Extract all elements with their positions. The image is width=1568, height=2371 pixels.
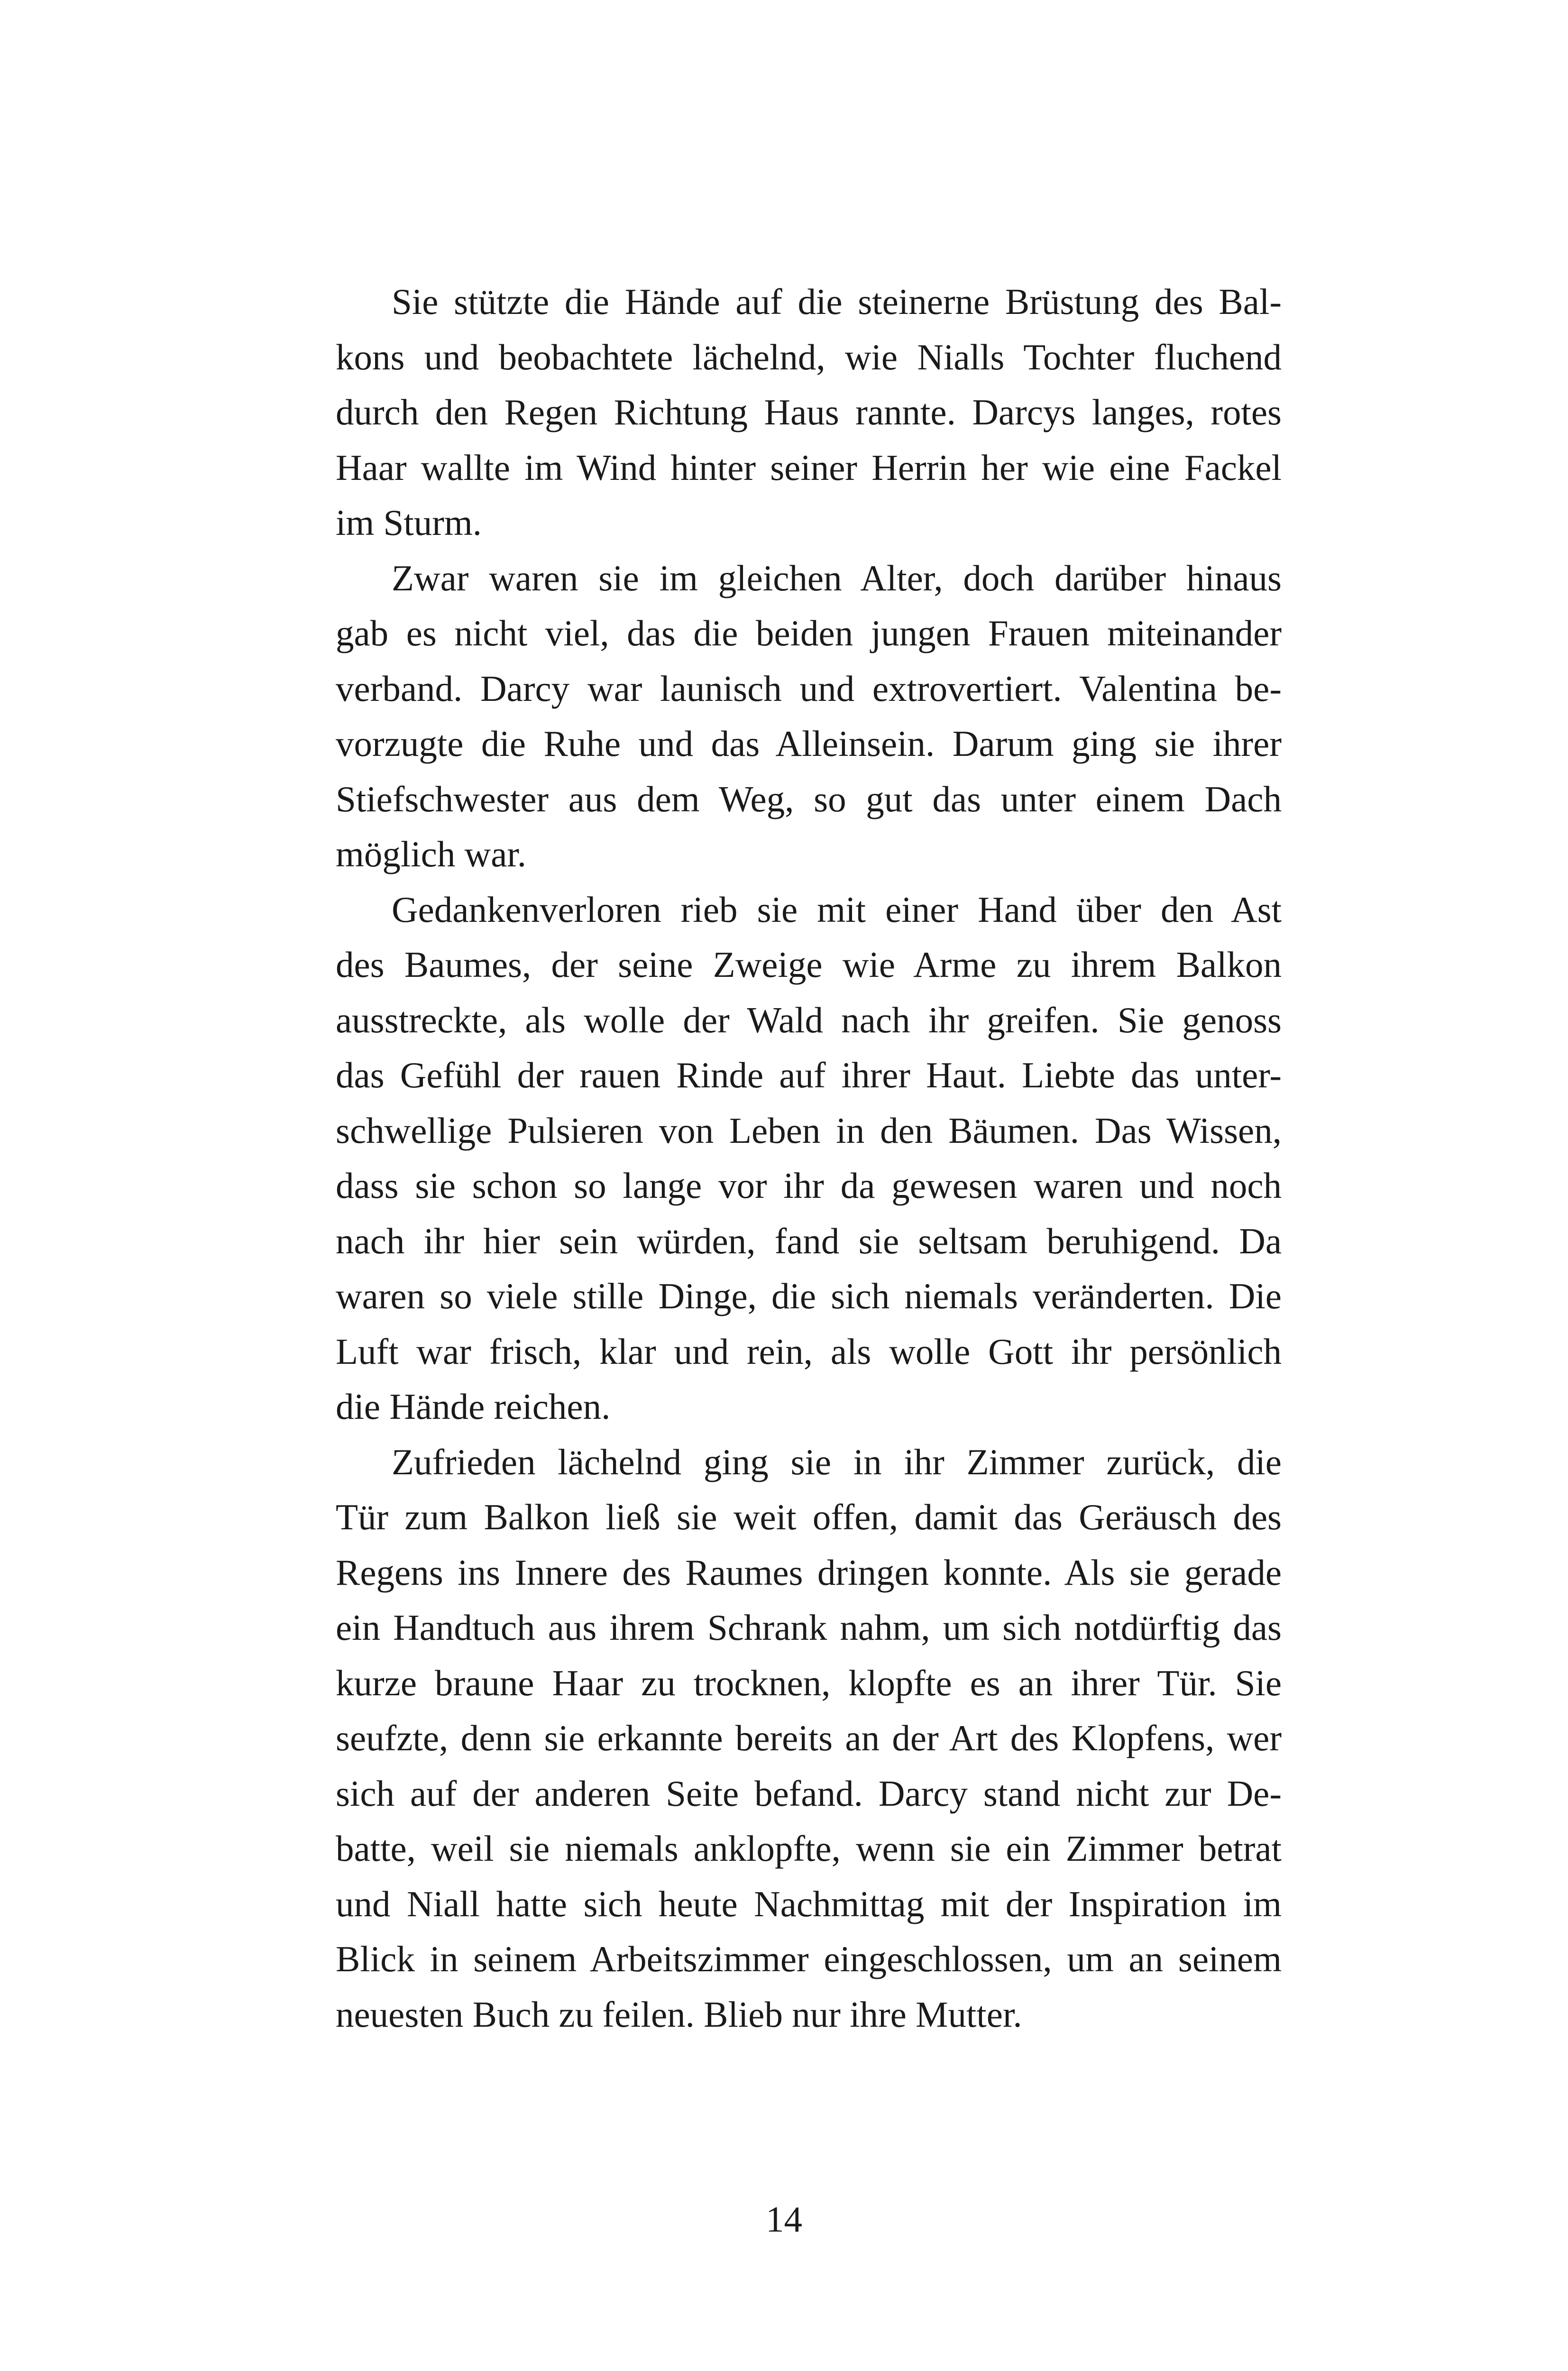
text-line: Haar wallte im Wind hinter seiner Herrin her wie eine Fackel — [336, 447, 1282, 488]
text-line: nach ihr hier sein würden, fand sie seltsam beruhigend. Da — [336, 1220, 1282, 1261]
text-line: Zufrieden lächelnd ging sie in ihr Zimmer zurück, die — [392, 1441, 1282, 1482]
text-line: vorzugte die Ruhe und das Alleinsein. Darum ging sie ihrer — [336, 723, 1282, 764]
text-line: des Baumes, der seine Zweige wie Arme zu ihrem Balkon — [336, 944, 1282, 985]
text-line: möglich war. — [336, 834, 527, 874]
text-line: dass sie schon so lange vor ihr da gewesen waren und noch — [336, 1165, 1282, 1206]
text-line: Sie stützte die Hände auf die steinerne Brüstung des Bal- — [392, 281, 1282, 322]
text-line: waren so viele stille Dinge, die sich niemals veränderten. Die — [336, 1276, 1282, 1316]
text-line: Regens ins Innere des Raumes dringen konnte. Als sie gerade — [336, 1552, 1282, 1593]
text-line: die Hände reichen. — [336, 1386, 611, 1427]
text-line: Gedankenverloren rieb sie mit einer Hand über den Ast — [392, 889, 1282, 930]
text-line: Zwar waren sie im gleichen Alter, doch darüber hinaus — [392, 557, 1282, 598]
text-line: Luft war frisch, klar und rein, als wolle Gott ihr persönlich — [336, 1331, 1282, 1372]
text-line: neuesten Buch zu feilen. Blieb nur ihre Mutter. — [336, 1994, 1022, 2035]
text-line: Blick in seinem Arbeitszimmer eingeschlossen, um an seinem — [336, 1939, 1282, 1979]
text-line: verband. Darcy war launisch und extrovertiert. Valentina be- — [336, 668, 1282, 709]
text-line: kurze braune Haar zu trocknen, klopfte es an ihrer Tür. Sie — [336, 1662, 1282, 1703]
page-number: 14 — [766, 2199, 802, 2240]
text-line: seufzte, denn sie erkannte bereits an der Art des Klopfens, wer — [336, 1718, 1282, 1758]
text-line: das Gefühl der rauen Rinde auf ihrer Haut. Liebte das unter- — [336, 1055, 1282, 1095]
text-line: gab es nicht viel, das die beiden jungen Frauen miteinander — [336, 613, 1282, 653]
text-line: sich auf der anderen Seite befand. Darcy stand nicht zur De- — [336, 1773, 1282, 1814]
text-line: Tür zum Balkon ließ sie weit offen, damit das Geräusch des — [336, 1497, 1282, 1537]
text-line: ein Handtuch aus ihrem Schrank nahm, um sich notdürftig das — [336, 1607, 1282, 1648]
text-line: batte, weil sie niemals anklopfte, wenn sie ein Zimmer betrat — [336, 1828, 1282, 1869]
text-line: kons und beobachtete lächelnd, wie Nialls Tochter fluchend — [336, 336, 1282, 377]
text-line: schwellige Pulsieren von Leben in den Bäumen. Das Wissen, — [336, 1110, 1282, 1151]
text-line: durch den Regen Richtung Haus rannte. Darcys langes, rotes — [336, 392, 1282, 432]
text-line: Stiefschwester aus dem Weg, so gut das unter einem Dach — [336, 778, 1282, 819]
body-text — [336, 274, 1282, 2042]
text-line: ausstreckte, als wolle der Wald nach ihr greifen. Sie genoss — [336, 999, 1282, 1040]
text-line: und Niall hatte sich heute Nachmittag mit der Inspiration im — [336, 1883, 1282, 1924]
text-line: im Sturm. — [336, 502, 482, 543]
